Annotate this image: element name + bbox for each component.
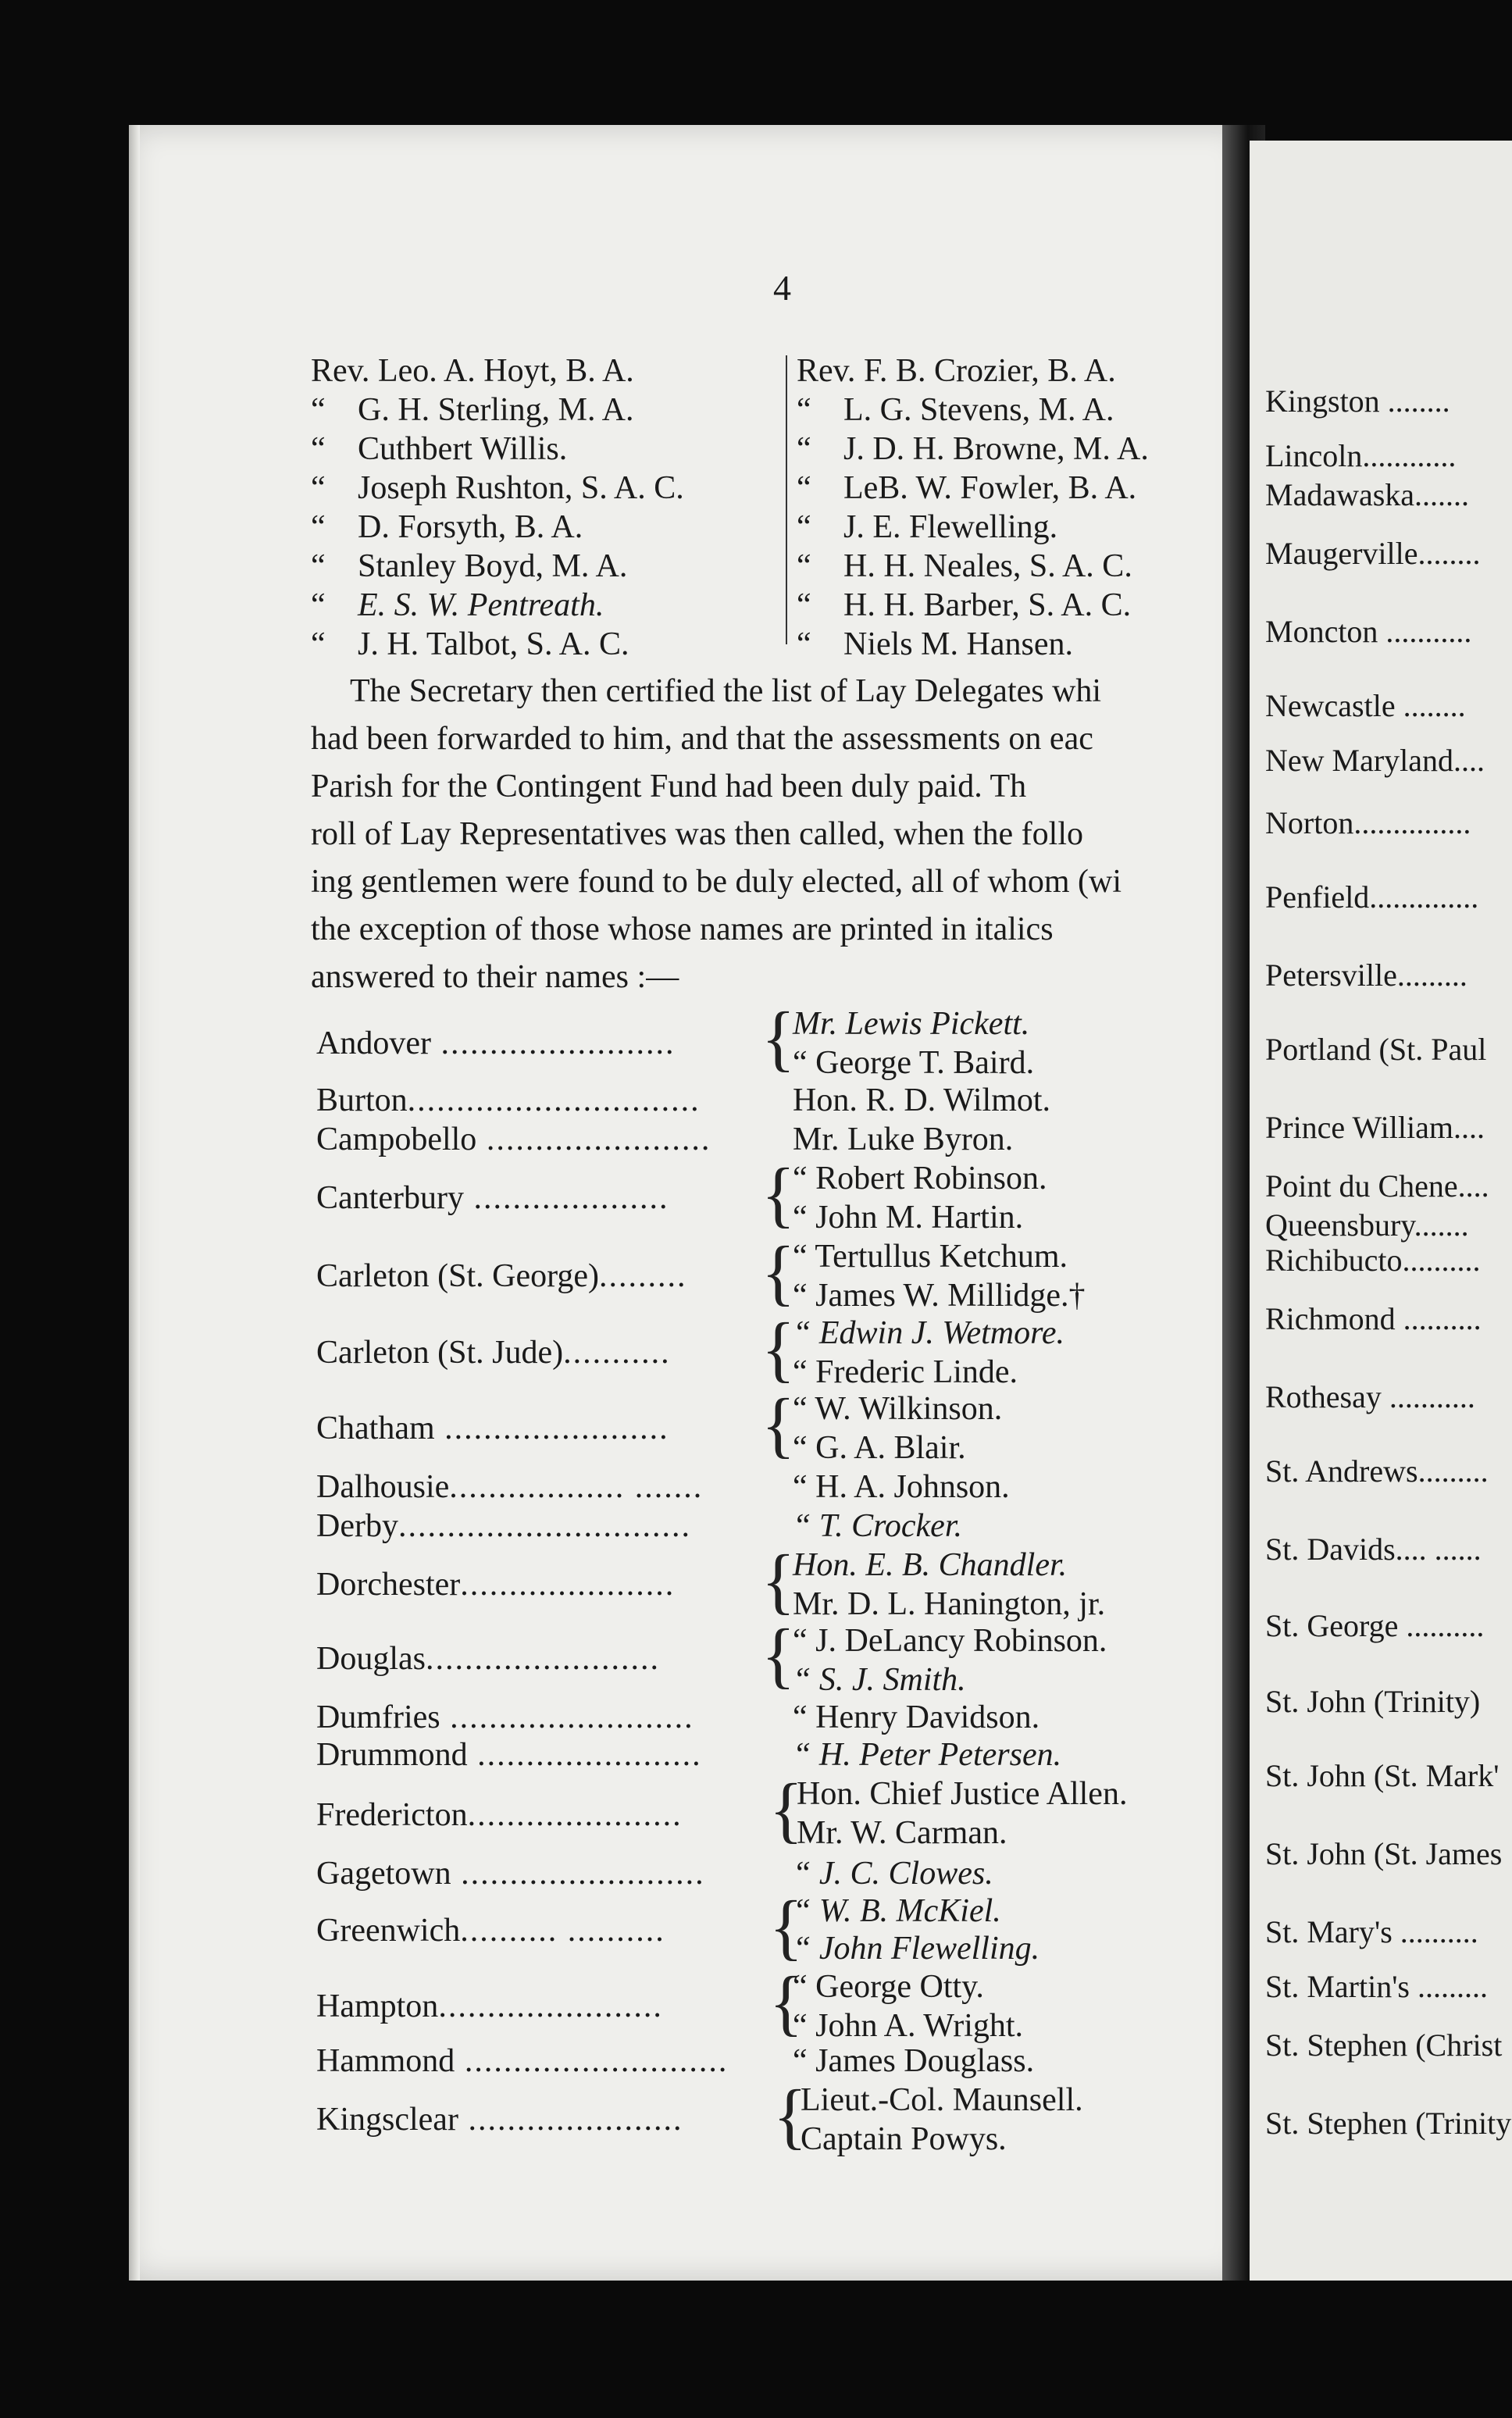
dot-leader: ........................ <box>426 1641 660 1677</box>
member-entry <box>793 1507 962 1545</box>
column-divider <box>786 355 787 644</box>
next-page-line: Maugerville........ <box>1265 536 1481 571</box>
brace: { <box>761 997 796 1079</box>
dot-leader: ...................... <box>467 1797 683 1833</box>
member-name: “ James W. Millidge.† <box>793 1278 1086 1314</box>
member-name: “ G. A. Blair. <box>793 1430 966 1466</box>
clergy-name: L. G. Stevens, M. A. <box>843 392 1114 428</box>
member-entry <box>793 1082 1050 1119</box>
member-name: “ H. Peter Petersen. <box>793 1737 1062 1773</box>
member-name: Mr. D. L. Hanington, jr. <box>793 1586 1106 1622</box>
parish-dalhousie <box>316 1468 703 1506</box>
ditto-mark: “ <box>797 470 811 506</box>
brace: { <box>761 1614 796 1696</box>
member-name: Mr. Luke Byron. <box>793 1122 1014 1157</box>
member-entry <box>793 1238 1068 1275</box>
parish-name: Hampton <box>316 1988 439 2024</box>
clergy-name: Leo. A. Hoyt, B. A. <box>377 353 634 389</box>
member-entry <box>793 1277 1085 1314</box>
member-name: “ Robert Robinson. <box>793 1161 1047 1197</box>
member-entry <box>801 2081 1083 2119</box>
parish-name: Gagetown <box>316 1856 451 1892</box>
member-entry <box>793 2042 1034 2080</box>
next-page-line: Portland (St. Paul <box>1265 1032 1487 1067</box>
clergy-entry <box>311 469 684 508</box>
ditto-mark: “ <box>797 548 811 584</box>
paragraph-line: the exception of those whose names are printed in italics <box>311 911 1054 947</box>
member-name: “ T. Crocker. <box>793 1508 963 1544</box>
next-page-line: Kingston ........ <box>1265 383 1450 419</box>
parish-name: Kingsclear <box>316 2102 458 2138</box>
clergy-entry <box>311 508 684 547</box>
clergy-entry <box>797 586 1149 625</box>
clergy-name: H. H. Neales, S. A. C. <box>843 548 1132 584</box>
member-name: “ John Flewelling. <box>793 1931 1040 1967</box>
member-name: Mr. W. Carman. <box>797 1815 1007 1851</box>
clergy-name: Stanley Boyd, M. A. <box>358 548 628 584</box>
next-page-line: Petersville......... <box>1265 958 1467 993</box>
parish-gagetown <box>316 1855 705 1892</box>
next-page-line: Lincoln............ <box>1265 438 1457 473</box>
paragraph-line: ing gentlemen were found to be duly elected, all of whom (wi <box>311 864 1122 900</box>
ditto-mark: “ <box>797 587 811 623</box>
clergy-name: F. B. Crozier, B. A. <box>863 353 1116 389</box>
clergy-entry <box>311 586 684 625</box>
next-page-line: St. Andrews......... <box>1265 1453 1489 1489</box>
member-entry <box>793 1968 984 2006</box>
next-page-line: St. John (Trinity) <box>1265 1684 1481 1719</box>
member-name: “ George T. Baird. <box>793 1045 1035 1081</box>
brace: { <box>761 1308 796 1390</box>
clergy-list-right <box>797 351 1149 664</box>
ditto-mark: “ <box>311 587 326 623</box>
clergy-entry <box>797 430 1149 469</box>
next-page-line: St. Mary's .......... <box>1265 1914 1478 1949</box>
next-page-line: St. Stephen (Christ <box>1265 2027 1503 2063</box>
ditto-mark: “ <box>797 509 811 545</box>
parish-name: Chatham <box>316 1410 435 1446</box>
parish-douglas <box>316 1640 660 1678</box>
clergy-name: LeB. W. Fowler, B. A. <box>843 470 1137 506</box>
clergy-entry <box>797 508 1149 547</box>
parish-name: Carleton (St. George) <box>316 1258 599 1294</box>
next-page-line: St. George .......... <box>1265 1608 1485 1643</box>
parish-name: Drummond <box>316 1737 468 1773</box>
paragraph-line: answered to their names :— <box>311 959 679 995</box>
parish-hammond <box>316 2042 728 2080</box>
member-name: “ Edwin J. Wetmore. <box>793 1315 1065 1351</box>
member-name: “ Frederic Linde. <box>793 1354 1018 1390</box>
clergy-prefix: Rev. <box>797 353 856 389</box>
member-entry <box>793 1546 1067 1584</box>
clergy-name: J. E. Flewelling. <box>843 509 1058 545</box>
member-entry <box>793 1121 1013 1158</box>
paragraph-line: Parish for the Contingent Fund had been duly paid. Th <box>311 769 1027 804</box>
clergy-entry <box>797 547 1149 586</box>
clergy-entry <box>311 430 684 469</box>
member-entry <box>793 1353 1018 1391</box>
member-entry <box>793 1160 1047 1197</box>
clergy-name: Cuthbert Willis. <box>358 431 568 467</box>
next-page-line: St. John (St. Mark' <box>1265 1758 1500 1793</box>
member-entry <box>793 1930 1040 1967</box>
dot-leader: ........................ <box>430 1025 676 1061</box>
clergy-name: G. H. Sterling, M. A. <box>358 392 634 428</box>
member-entry <box>793 1390 1002 1428</box>
clergy-entry <box>311 625 684 664</box>
member-entry <box>793 1892 1001 1930</box>
parish-name: Carleton (St. Jude) <box>316 1335 564 1371</box>
ditto-mark: “ <box>797 392 811 428</box>
brace: { <box>761 1540 796 1622</box>
member-name: “ John M. Hartin. <box>793 1200 1024 1236</box>
next-page-line: St. Davids.... ...... <box>1265 1532 1482 1567</box>
member-name: “ John A. Wright. <box>793 2008 1024 2044</box>
next-page-line: Newcastle ........ <box>1265 688 1466 723</box>
brace: { <box>769 1886 804 1968</box>
ditto-mark: “ <box>311 470 326 506</box>
next-page-line: Prince William.... <box>1265 1110 1485 1145</box>
secretary-paragraph <box>311 668 1232 1001</box>
member-name: Hon. E. B. Chandler. <box>793 1547 1068 1583</box>
dot-leader: ......................... <box>451 1856 705 1892</box>
ditto-mark: “ <box>311 626 326 662</box>
ditto-mark: “ <box>311 431 326 467</box>
parish-campobello <box>316 1121 711 1158</box>
member-name: “ H. A. Johnson. <box>793 1469 1010 1505</box>
parish-name: Greenwich <box>316 1913 461 1949</box>
ditto-mark: “ <box>311 548 326 584</box>
member-name: “ J. C. Clowes. <box>793 1856 993 1892</box>
member-name: Lieut.-Col. Maunsell. <box>801 2082 1083 2118</box>
parish-derby <box>316 1507 691 1545</box>
page-number: 4 <box>773 268 791 308</box>
parish-hampton <box>316 1988 663 2025</box>
clergy-entry <box>311 351 684 391</box>
member-entry <box>793 1429 966 1467</box>
brace: { <box>769 1769 804 1851</box>
clergy-entry <box>311 547 684 586</box>
member-name: “ W. Wilkinson. <box>793 1391 1003 1427</box>
next-page-line: Madawaska....... <box>1265 477 1470 512</box>
brace: { <box>769 1962 804 2044</box>
dot-leader: ....................... <box>467 1737 702 1773</box>
member-entry <box>801 2120 1007 2158</box>
dot-leader: ........... <box>563 1335 671 1371</box>
parish-name: Douglas <box>316 1641 426 1677</box>
clergy-entry <box>797 469 1149 508</box>
member-entry <box>793 1661 966 1699</box>
dot-leader: .................... <box>463 1180 669 1216</box>
dot-leader: ....................... <box>438 1988 663 2024</box>
next-page-line: St. John (St. James <box>1265 1836 1503 1871</box>
next-page-line: Penfield.............. <box>1265 879 1479 915</box>
next-page-line: Point du Chene.... <box>1265 1168 1489 1204</box>
parish-name: Burton <box>316 1082 408 1118</box>
next-page-line: Richmond .......... <box>1265 1301 1482 1336</box>
member-entry <box>793 1585 1105 1623</box>
next-page-line: Norton............... <box>1265 805 1471 840</box>
member-name: “ J. DeLancy Robinson. <box>793 1623 1107 1659</box>
clergy-list-left <box>311 351 684 664</box>
next-page-line: St. Martin's ......... <box>1265 1969 1488 2004</box>
parish-name: Canterbury <box>316 1180 464 1216</box>
member-entry <box>793 1044 1034 1082</box>
clergy-name: Joseph Rushton, S. A. C. <box>358 470 684 506</box>
member-entry <box>793 1005 1029 1043</box>
parish-name: Dumfries <box>316 1699 440 1735</box>
parish-canterbury <box>316 1179 669 1217</box>
member-entry <box>793 1314 1064 1352</box>
dot-leader: .............................. <box>407 1082 701 1118</box>
ditto-mark: “ <box>311 509 326 545</box>
ditto-mark: “ <box>311 392 326 428</box>
parish-andover <box>316 1025 675 1062</box>
member-entry <box>793 1699 1040 1736</box>
clergy-name: J. D. H. Browne, M. A. <box>843 431 1149 467</box>
parish-carleton-st-george <box>316 1257 686 1295</box>
clergy-entry <box>797 391 1149 430</box>
dot-leader: ......... <box>598 1258 687 1294</box>
dot-leader: ....................... <box>476 1122 711 1157</box>
ditto-mark: “ <box>797 431 811 467</box>
parish-name: Hammond <box>316 2043 455 2079</box>
next-page-line: Queensbury....... <box>1265 1207 1469 1243</box>
next-page-line: St. Stephen (Trinity <box>1265 2106 1512 2141</box>
parish-dumfries <box>316 1699 694 1736</box>
dot-leader: .................. ....... <box>449 1469 704 1505</box>
brace: { <box>773 2075 808 2157</box>
member-name: Hon. R. D. Wilmot. <box>793 1082 1051 1118</box>
member-name: Hon. Chief Justice Allen. <box>797 1776 1128 1812</box>
member-name: Mr. Lewis Pickett. <box>793 1006 1030 1042</box>
clergy-name: E. S. W. Pentreath. <box>358 587 604 623</box>
next-page-line: Moncton ........... <box>1265 614 1472 649</box>
dot-leader: ......................... <box>440 1699 694 1735</box>
dot-leader: ...................... <box>458 2102 683 2138</box>
member-name: “ S. J. Smith. <box>793 1662 966 1698</box>
dot-leader: ........................... <box>455 2043 729 2079</box>
dot-leader: .......... .......... <box>460 1913 665 1949</box>
parish-drummond <box>316 1736 702 1774</box>
member-name: “ W. B. McKiel. <box>793 1893 1001 1929</box>
paragraph-line: had been forwarded to him, and that the assessments on eac <box>311 721 1093 757</box>
clergy-name: J. H. Talbot, S. A. C. <box>358 626 629 662</box>
dot-leader: .............................. <box>398 1508 691 1544</box>
dot-leader: ....................... <box>434 1410 669 1446</box>
clergy-name: H. H. Barber, S. A. C. <box>843 587 1132 623</box>
parish-burton <box>316 1082 701 1119</box>
member-entry <box>797 1775 1127 1813</box>
next-page-line: Rothesay ........... <box>1265 1379 1475 1414</box>
parish-name: Dorchester <box>316 1567 461 1603</box>
parish-chatham <box>316 1410 669 1447</box>
next-page-line: Richibucto.......... <box>1265 1243 1481 1278</box>
member-entry <box>793 1622 1107 1660</box>
member-name: “ George Otty. <box>793 1969 984 2005</box>
parish-name: Campobello <box>316 1122 477 1157</box>
clergy-entry <box>311 391 684 430</box>
brace: { <box>761 1384 796 1466</box>
member-entry <box>793 1736 1061 1774</box>
next-page-line: New Maryland.... <box>1265 743 1485 778</box>
ditto-mark: “ <box>797 626 811 662</box>
paragraph-line: The Secretary then certified the list of Lay Delegates whi <box>350 673 1102 709</box>
member-entry <box>793 1855 993 1892</box>
parish-fredericton <box>316 1796 683 1834</box>
brace: { <box>761 1154 796 1236</box>
member-name: “ Henry Davidson. <box>793 1699 1040 1735</box>
member-entry <box>797 1814 1007 1852</box>
member-name: “ Tertullus Ketchum. <box>793 1239 1068 1275</box>
member-entry <box>793 1468 1010 1506</box>
clergy-prefix: Rev. <box>311 353 370 389</box>
paragraph-line: roll of Lay Representatives was then called, when the follo <box>311 816 1084 852</box>
clergy-entry <box>797 625 1149 664</box>
parish-kingsclear <box>316 2101 683 2138</box>
parish-dorchester <box>316 1566 675 1603</box>
clergy-entry <box>797 351 1149 391</box>
parish-name: Andover <box>316 1025 431 1061</box>
brace: { <box>761 1232 796 1314</box>
parish-greenwich <box>316 1912 665 1949</box>
member-entry <box>793 2007 1023 2045</box>
clergy-name: D. Forsyth, B. A. <box>358 509 583 545</box>
parish-name: Dalhousie <box>316 1469 450 1505</box>
parish-name: Derby <box>316 1508 398 1544</box>
member-name: Captain Powys. <box>801 2121 1007 2157</box>
dot-leader: ...................... <box>460 1567 676 1603</box>
member-entry <box>793 1199 1023 1236</box>
member-name: “ James Douglass. <box>793 2043 1035 2079</box>
parish-carleton-st-jude <box>316 1334 671 1371</box>
clergy-name: Niels M. Hansen. <box>843 626 1073 662</box>
parish-name: Fredericton <box>316 1797 468 1833</box>
